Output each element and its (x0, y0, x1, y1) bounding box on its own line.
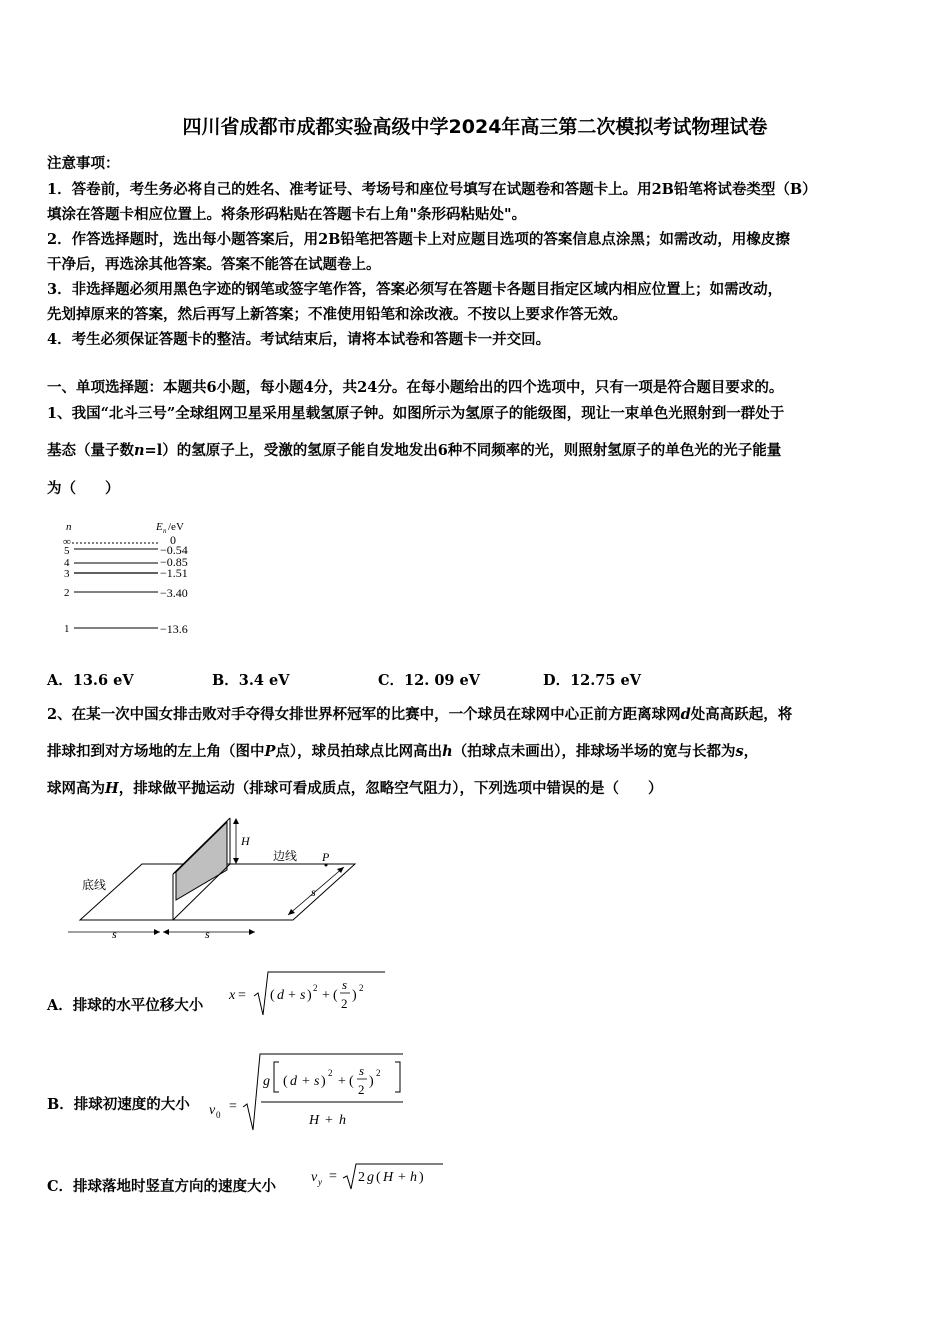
svg-text:H: H (309, 1113, 320, 1128)
svg-text:2: 2 (341, 996, 348, 1011)
svg-text:d: d (290, 1074, 297, 1089)
svg-text:+: + (322, 988, 330, 1003)
svg-text:+: + (302, 1074, 310, 1089)
energy-axis-label: E (156, 521, 163, 533)
svg-text:s: s (359, 1063, 365, 1078)
height-label: H (241, 834, 250, 848)
q2-stem-line: 2、在某一次中国女排击败对手夺得女排世界杯冠军的比赛中，一个球员在球网中心正前方距离球网d处高高跃起，将 (47, 706, 793, 723)
notice-line: 干净后，再选涂其他答案。答案不能答在试题卷上。 (47, 256, 381, 273)
section-heading: 一、单项选择题：本题共6小题，每小题4分，共24分。在每小题给出的四个选项中，只有一项是符合题目要求的。 (47, 379, 784, 396)
q1-option-b[interactable]: B．3.4 eV (212, 672, 290, 689)
notice-line: 2．作答选择题时，选出每小题答案后，用2B铅笔把答题卡上对应题目选项的答案信息点涂黑；如需改动，用橡皮擦 (47, 231, 790, 248)
point-p (325, 864, 328, 867)
q1-option-a[interactable]: A．13.6 eV (47, 672, 134, 689)
n-axis-label: n (66, 521, 72, 533)
svg-text:H: H (383, 1170, 394, 1185)
svg-text:): ) (321, 1074, 326, 1089)
level-energy: −0.85 (160, 555, 188, 569)
svg-text:d: d (277, 988, 284, 1003)
energy-axis-sub: n (163, 527, 167, 535)
svg-text:+: + (325, 1113, 333, 1128)
level-n: 2 (64, 587, 70, 599)
volleyball-court-diagram (60, 812, 360, 942)
notice-line: 先划掉原来的答案，然后再写上新答案；不准使用铅笔和涂改液。不按以上要求作答无效。 (47, 306, 627, 323)
svg-text:v: v (311, 1170, 318, 1185)
level-n: 3 (64, 568, 70, 580)
level-energy: −3.40 (160, 586, 188, 600)
point-p-label: P (322, 850, 330, 864)
svg-text:+: + (288, 988, 296, 1003)
svg-text:(: ( (376, 1170, 381, 1185)
dim-label: s (311, 885, 316, 899)
energy-axis-unit: /eV (168, 521, 184, 533)
svg-text:): ) (352, 988, 357, 1003)
svg-text:g: g (263, 1074, 270, 1089)
level-n: 4 (64, 557, 70, 569)
q2-stem-line: 球网高为H，排球做平抛运动（排球可看成质点，忽略空气阻力），下列选项中错误的是（ ） (47, 780, 663, 797)
svg-text:): ) (307, 988, 312, 1003)
svg-text:v: v (209, 1103, 216, 1118)
svg-text:2: 2 (358, 1170, 365, 1185)
q2-stem-line: 排球扣到对方场地的左上角（图中P点），球员拍球点比网高出h（拍球点未画出），排球场半场的宽与长都为s， (47, 743, 759, 760)
svg-text:x: x (229, 988, 236, 1003)
level-energy: 0 (170, 533, 176, 547)
formula-a (227, 968, 387, 1020)
formula-c (309, 1160, 449, 1192)
svg-text:2: 2 (359, 983, 364, 993)
q1-stem-line: 1、我国“北斗三号”全球组网卫星采用星载氢原子钟。如图所示为氢原子的能级图，现让一束单色光照射到一群处于 (47, 405, 785, 422)
svg-text:h: h (410, 1170, 417, 1185)
svg-text:g: g (367, 1170, 374, 1185)
level-n: 5 (64, 545, 70, 557)
level-n: ∞ (63, 536, 71, 548)
svg-text:h: h (339, 1113, 346, 1128)
level-energy: −1.51 (160, 566, 188, 580)
net (176, 822, 227, 900)
svg-text:s: s (342, 977, 348, 992)
svg-text:2: 2 (358, 1082, 365, 1097)
notice-line: 1．答卷前，考生务必将自己的姓名、准考证号、考场号和座位号填写在试题卷和答题卡上。用2B铅笔将试卷类型（B） (47, 181, 817, 198)
q1-stem-line: 基态（量子数n=l）的氢原子上，受激的氢原子能自发地发出6种不同频率的光，则照射氢原子的单色光的光子能量 (47, 442, 782, 459)
notice-line: 3．非选择题必须用黑色字迹的钢笔或签字笔作答，答案必须写在答题卡各题目指定区域内相应位置上；如需改动， (47, 281, 783, 298)
page-title: 四川省成都市成都实验高级中学2024年高三第二次模拟考试物理试卷 (182, 116, 768, 138)
dim-label: s (205, 927, 210, 941)
q1-option-d[interactable]: D．12.75 eV (543, 672, 642, 689)
svg-text:(: ( (270, 988, 275, 1003)
svg-text:=: = (229, 1099, 237, 1114)
svg-text:(: ( (283, 1074, 288, 1089)
svg-text:y: y (318, 1177, 322, 1187)
svg-text:=: = (238, 988, 246, 1003)
q1-option-c[interactable]: C．12. 09 eV (378, 672, 481, 689)
q1-stem-line: 为（ ） (47, 480, 120, 497)
svg-text:s: s (300, 988, 306, 1003)
svg-text:): ) (419, 1170, 424, 1185)
q2-option-a[interactable]: A．排球的水平位移大小 (47, 997, 204, 1014)
notice-line: 4．考生必须保证答题卡的整洁。考试结束后，请将本试卷和答题卡一并交回。 (47, 331, 551, 348)
svg-text:+: + (398, 1170, 406, 1185)
energy-level-diagram (60, 517, 220, 645)
notice-heading: 注意事项： (47, 155, 120, 172)
svg-text:2: 2 (376, 1068, 381, 1078)
svg-text:(: ( (333, 988, 338, 1003)
svg-text:s: s (314, 1074, 320, 1089)
svg-text:0: 0 (216, 1110, 221, 1120)
level-n: 1 (64, 623, 70, 635)
svg-text:(: ( (349, 1074, 354, 1089)
svg-text:2: 2 (313, 983, 318, 993)
dim-label: s (112, 927, 117, 941)
q2-option-b[interactable]: B．排球初速度的大小 (47, 1096, 190, 1113)
svg-text:2: 2 (328, 1068, 333, 1078)
q2-option-c[interactable]: C．排球落地时竖直方向的速度大小 (47, 1178, 277, 1195)
svg-text:=: = (329, 1169, 337, 1184)
notice-line: 填涂在答题卡相应位置上。将条形码粘贴在答题卡右上角"条形码粘贴处"。 (47, 206, 527, 223)
svg-text:+: + (338, 1074, 346, 1089)
level-energy: −0.54 (160, 543, 188, 557)
baseline-label: 底线 (82, 878, 107, 892)
formula-b (207, 1050, 407, 1136)
level-energy: −13.6 (160, 622, 188, 636)
sideline-label: 边线 (273, 849, 298, 863)
svg-text:): ) (369, 1074, 374, 1089)
